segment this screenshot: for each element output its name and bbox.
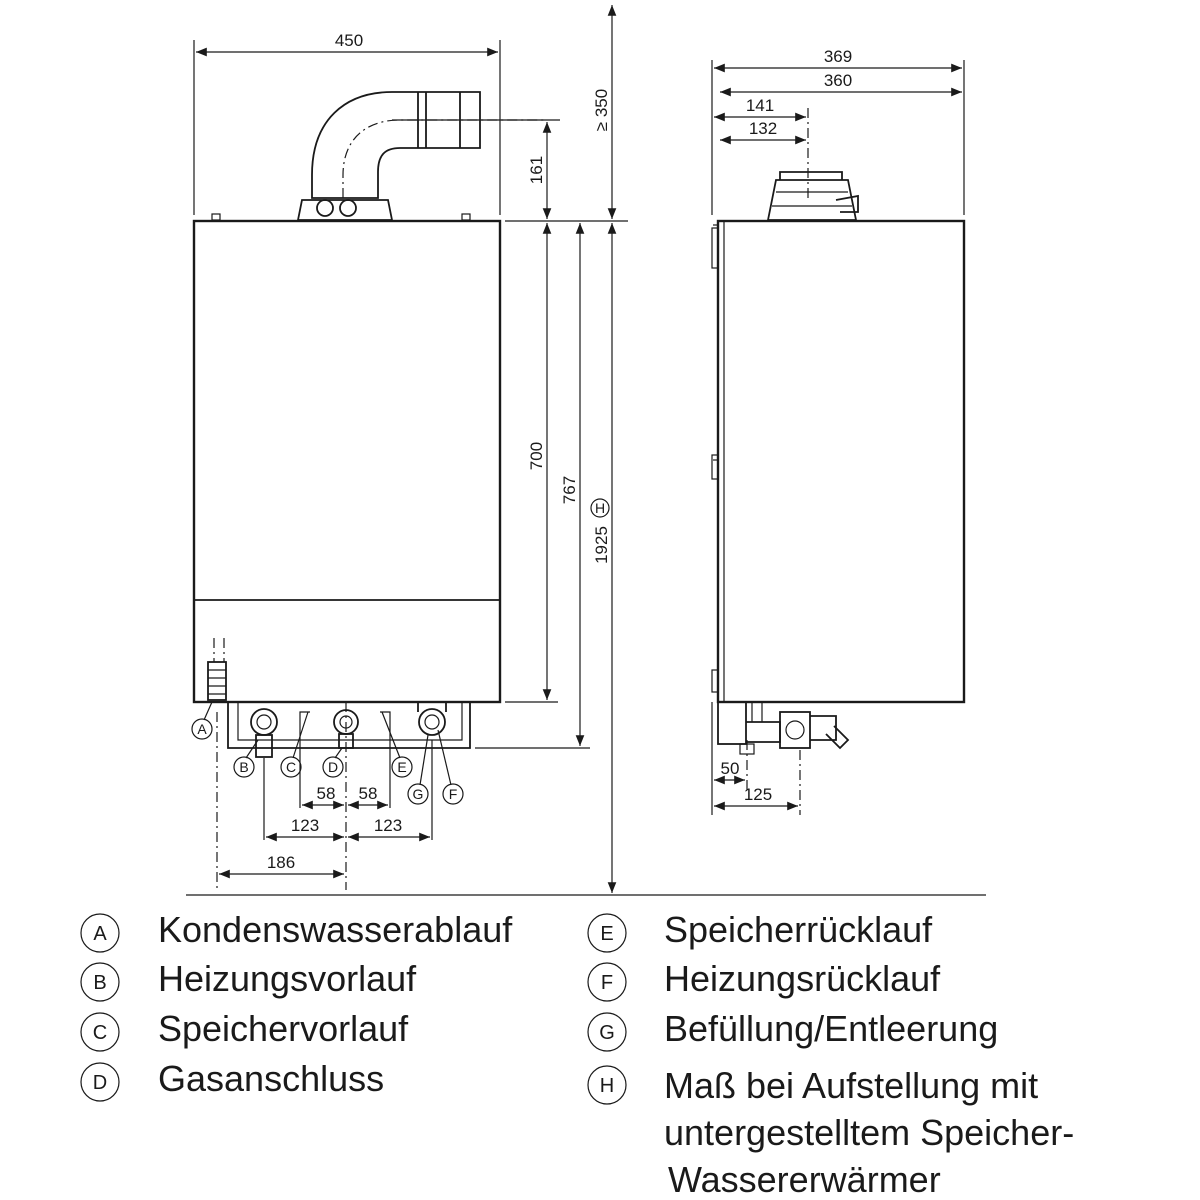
dim-min-clearance: ≥ 350 xyxy=(592,88,611,132)
ref-h-letter: H xyxy=(594,500,606,516)
dim-767: 767 xyxy=(560,475,579,505)
dim-123-right: 123 xyxy=(373,816,403,835)
legend-text-f: Heizungsrücklauf xyxy=(664,958,941,999)
boiler-casing xyxy=(194,221,500,702)
legend xyxy=(81,909,1074,1200)
dim-132: 132 xyxy=(748,119,778,138)
legend-item-e xyxy=(588,909,933,952)
legend-letter-d: D xyxy=(92,1072,108,1094)
legend-text-a: Kondenswasserablauf xyxy=(158,909,513,950)
legend-letter-b: B xyxy=(93,972,107,994)
legend-item-f xyxy=(588,958,941,1001)
legend-letter-e: E xyxy=(600,923,614,945)
dim-58-left: 58 xyxy=(316,784,336,803)
dim-flue-height: 161 xyxy=(527,155,546,185)
dim-186: 186 xyxy=(266,853,296,872)
legend-text-c: Speichervorlauf xyxy=(158,1008,409,1049)
callout-a: A xyxy=(197,721,207,737)
side-flue xyxy=(768,180,856,220)
legend-letter-f: F xyxy=(600,972,614,994)
dim-width-front: 450 xyxy=(334,31,364,50)
callout-c: C xyxy=(285,759,297,775)
flue-base xyxy=(298,200,392,220)
callout-b: B xyxy=(239,759,249,775)
legend-text-h-line1: Maß bei Aufstellung mit xyxy=(664,1065,1039,1106)
callout-g: G xyxy=(412,786,424,802)
legend-item-b xyxy=(81,958,417,1001)
dim-700: 700 xyxy=(527,441,546,471)
dim-58-right: 58 xyxy=(358,784,378,803)
dim-125: 125 xyxy=(743,785,773,804)
dim-1925: 1925 xyxy=(592,526,611,564)
dim-360: 360 xyxy=(823,71,853,90)
dim-123-left: 123 xyxy=(290,816,320,835)
dim-141: 141 xyxy=(745,96,775,115)
dim-369: 369 xyxy=(823,47,853,66)
legend-letter-c: C xyxy=(92,1022,108,1044)
callout-f: F xyxy=(448,786,458,802)
legend-text-d: Gasanschluss xyxy=(158,1058,385,1099)
side-view xyxy=(712,108,964,815)
side-dimensions xyxy=(712,47,964,815)
legend-item-h xyxy=(588,1065,1074,1200)
legend-letter-g: G xyxy=(599,1022,615,1044)
boiler-side-casing xyxy=(718,221,964,702)
legend-letter-h: H xyxy=(599,1075,615,1097)
callout-d: D xyxy=(327,759,339,775)
legend-text-e: Speicherrücklauf xyxy=(664,909,933,950)
legend-text-b: Heizungsvorlauf xyxy=(158,958,417,999)
flue-elbow xyxy=(312,92,480,198)
legend-text-g: Befüllung/Entleerung xyxy=(664,1008,999,1049)
front-dimensions xyxy=(194,5,628,893)
legend-text-h-line3: Wassererwärmer xyxy=(668,1159,941,1200)
legend-item-c xyxy=(81,1008,409,1051)
legend-item-d xyxy=(81,1058,384,1101)
legend-letter-a: A xyxy=(93,923,107,945)
legend-item-g xyxy=(588,1008,998,1051)
dim-50: 50 xyxy=(720,759,740,778)
legend-text-h-line2: untergestelltem Speicher- xyxy=(664,1112,1075,1153)
legend-item-a xyxy=(81,909,513,952)
callout-e: E xyxy=(397,759,407,775)
